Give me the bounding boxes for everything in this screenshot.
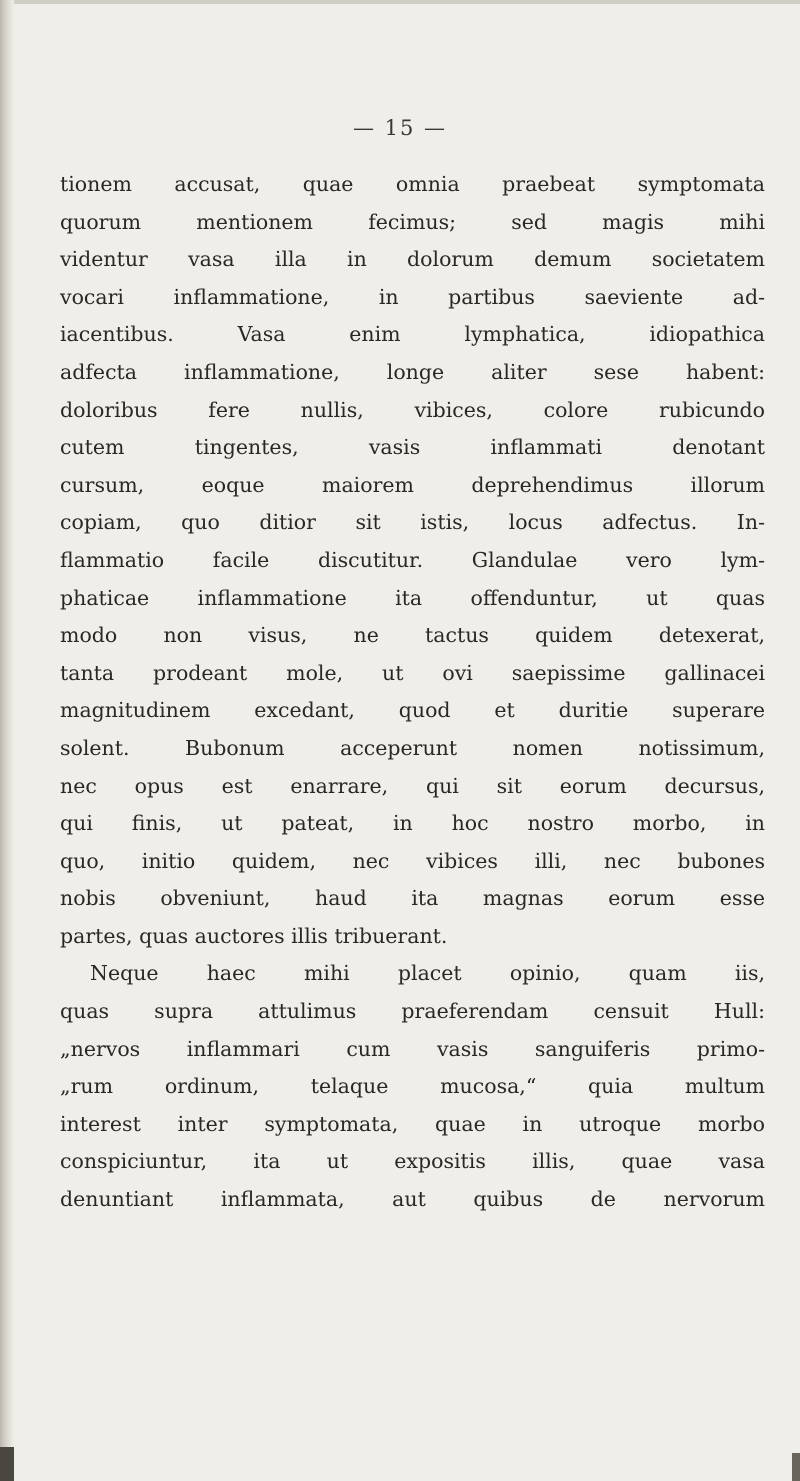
text-line: nobis obveniunt, haud ita magnas eorum esse	[60, 886, 765, 911]
text-line: magnitudinem excedant, quod et duritie superare	[60, 698, 765, 723]
text-line: copiam, quo ditior sit istis, locus adfectus. In-	[60, 510, 765, 535]
text-line: vocari inflammatione, in partibus saeviente ad-	[60, 284, 765, 309]
text-line: iacentibus. Vasa enim lymphatica, idiopathica	[60, 322, 765, 347]
text-line: quas supra attulimus praeferendam censuit Hull:	[60, 999, 765, 1024]
scan-corner-mark-right	[792, 1453, 800, 1481]
text-line: tionem accusat, quae omnia praebeat symptomata	[60, 172, 765, 196]
text-line: phaticae inflammatione ita offenduntur, ut quas	[60, 585, 765, 610]
text-line: adfecta inflammatione, longe aliter sese habent:	[60, 359, 765, 384]
text-line: tanta prodeant mole, ut ovi saepissime gallinacei	[60, 660, 765, 685]
text-line: solent. Bubonum acceperunt nomen notissimum,	[60, 735, 765, 760]
binding-gutter-shadow	[0, 0, 14, 1481]
text-line: interest inter symptomata, quae in utroque morbo	[60, 1111, 765, 1136]
text-line: nec opus est enarrare, qui sit eorum decursus,	[60, 773, 765, 798]
text-line: Neque haec mihi placet opinio, quam iis,	[90, 961, 765, 986]
text-line: flammatio facile discutitur. Glandulae vero lym-	[60, 547, 765, 572]
text-line: quo, initio quidem, nec vibices illi, nec bubones	[60, 848, 765, 873]
text-line: cursum, eoque maiorem deprehendimus illorum	[60, 472, 765, 497]
body-text	[60, 166, 765, 1219]
text-line: „rum ordinum, telaque mucosa,“ quia multum	[60, 1074, 765, 1099]
text-line: partes, quas auctores illis tribuerant.	[60, 923, 448, 948]
text-line: „nervos inflammari cum vasis sanguiferis primo-	[60, 1036, 765, 1061]
scan-corner-mark-left	[0, 1447, 14, 1481]
text-line: videntur vasa illa in dolorum demum societatem	[60, 247, 765, 272]
text-line: cutem tingentes, vasis inflammati denotant	[60, 435, 765, 460]
text-line: quorum mentionem fecimus; sed magis mihi	[60, 209, 765, 234]
text-line: conspiciuntur, ita ut expositis illis, quae vasa	[60, 1149, 765, 1174]
text-line: denuntiant inflammata, aut quibus de nervorum	[60, 1187, 765, 1212]
text-line: doloribus fere nullis, vibices, colore rubicundo	[60, 397, 765, 422]
text-line: modo non visus, ne tactus quidem detexerat,	[60, 623, 765, 648]
page-number: — 15 —	[352, 116, 448, 140]
text-line: qui finis, ut pateat, in hoc nostro morbo, in	[60, 811, 765, 836]
page-top-edge	[0, 0, 800, 4]
